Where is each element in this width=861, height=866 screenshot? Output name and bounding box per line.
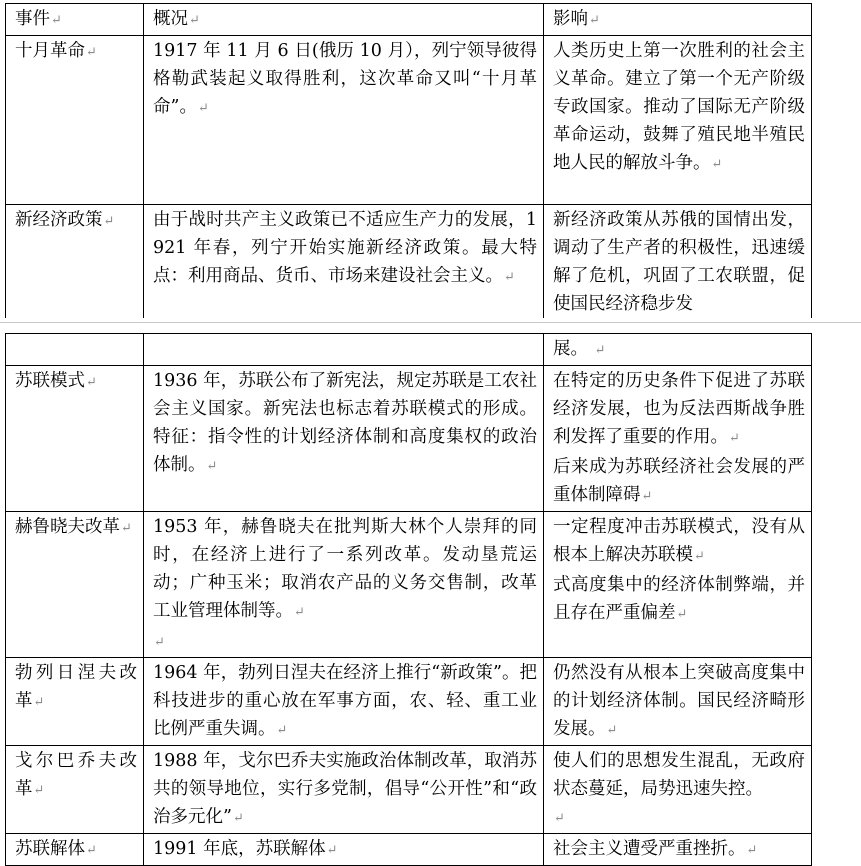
header-cell-event: 事件↵ (6, 4, 144, 36)
paragraph-mark-icon: ↵ (711, 157, 723, 172)
paragraph-mark-icon: ↵ (729, 431, 740, 446)
paragraph-mark-icon: ↵ (33, 695, 45, 710)
paragraph-mark-icon: ↵ (326, 843, 338, 858)
event-cell: 新经济政策↵ (6, 205, 144, 320)
overview-cell: 1988 年，戈尔巴乔夫实施政治体制改革，取消苏共的领导地位，实行多党制，倡导“公开性”和“政治多元化”↵ (144, 746, 544, 834)
table-row (6, 36, 812, 205)
event-cell: 十月革命↵ (6, 36, 144, 205)
table-row (6, 658, 812, 746)
impact-cell: 展。 ↵ (544, 334, 812, 366)
paragraph-mark-icon: ↵ (232, 811, 244, 826)
paragraph-mark-icon: ↵ (86, 843, 97, 858)
event-cell (6, 334, 144, 366)
paragraph-mark-icon: ↵ (154, 635, 165, 650)
history-table-part-2 (5, 333, 812, 866)
table-row (6, 746, 812, 834)
event-cell: 苏联模式↵ (6, 366, 144, 512)
paragraph-mark-icon: ↵ (206, 459, 218, 474)
paragraph-mark-icon: ↵ (294, 605, 305, 620)
overview-cell: 由于战时共产主义政策已不适应生产力的发展，1921 年春，列宁开始实施新经济政策。最大特点：利用商品、货币、市场来建设社会主义。↵ (144, 205, 544, 320)
overview-cell: 1917 年 11 月 6 日(俄历 10 月），列宁领导彼得格勒武装起义取得胜利，这次革命又叫“十月革命”。↵ (144, 36, 544, 205)
paragraph-mark-icon: ↵ (676, 607, 688, 622)
table-row (6, 205, 812, 320)
overview-cell: 1936 年，苏联公布了新宪法，规定苏联是工农社会主义国家。新宪法也标志着苏联模式的形成。特征：指令性的计划经济体制和高度集权的政治体制。↵ (144, 366, 544, 512)
overview-cell: 1953 年，赫鲁晓夫在批判斯大林个人崇拜的同时，在经济上进行了一系列改革。发动垦荒运动；广种玉米；取消农产品的义务交售制，改革工业管理体制等。↵ ↵ (144, 512, 544, 658)
paragraph-mark-icon: ↵ (33, 783, 45, 798)
event-cell: 戈尔巴乔夫改革↵ (6, 746, 144, 834)
impact-cell: 使人们的思想发生混乱，无政府状态蔓延，局势迅速失控。 ↵ (544, 746, 812, 834)
overview-cell: 1964 年，勃列日涅夫在经济上推行“新政策”。把科技进步的重心放在军事方面，农、轻、重工业比例严重失调。↵ (144, 658, 544, 746)
paragraph-mark-icon: ↵ (276, 723, 288, 738)
impact-cell: 新经济政策从苏俄的国情出发，调动了生产者的积极性，迅速缓解了危机，巩固了工农联盟，促使国民经济稳步发 (544, 205, 812, 320)
paragraph-mark-icon: ↵ (189, 13, 200, 28)
overview-cell (144, 334, 544, 366)
history-table-part-1 (5, 3, 812, 320)
paragraph-mark-icon: ↵ (51, 13, 62, 28)
table-row (6, 366, 812, 512)
event-cell: 赫鲁晓夫改革↵ (6, 512, 144, 658)
paragraph-mark-icon: ↵ (694, 549, 705, 564)
impact-cell: 在特定的历史条件下促进了苏联经济发展，也为反法西斯战争胜利发挥了重要的作用。↵ 后来成为苏联经济社会发展的严重体制障碍↵ (544, 366, 812, 512)
overview-cell: 1991 年底，苏联解体↵ (144, 834, 544, 866)
impact-cell: 人类历史上第一次胜利的社会主义革命。建立了第一个无产阶级专政国家。推动了国际无产阶级革命运动，鼓舞了殖民地半殖民地人民的解放斗争。↵ (544, 36, 812, 205)
paragraph-mark-icon: ↵ (103, 214, 115, 229)
paragraph-mark-icon: ↵ (554, 811, 565, 826)
impact-cell: 社会主义遭受严重挫折。↵ (544, 834, 812, 866)
table-row (6, 512, 812, 658)
paragraph-mark-icon: ↵ (594, 343, 606, 358)
paragraph-mark-icon: ↵ (121, 521, 132, 536)
table-header-row (6, 4, 812, 36)
paragraph-mark-icon: ↵ (86, 45, 97, 60)
impact-cell: 一定程度冲击苏联模式，没有从根本上解决苏联模↵ 式高度集中的经济体制弊端，并且存在严重偏差↵ (544, 512, 812, 658)
paragraph-mark-icon: ↵ (606, 723, 618, 738)
table-row-continued (6, 334, 812, 366)
paragraph-mark-icon: ↵ (641, 489, 653, 504)
impact-cell: 仍然没有从根本上突破高度集中的计划经济体制。国民经济畸形发展。↵ (544, 658, 812, 746)
header-cell-impact: 影响↵ (544, 4, 812, 36)
paragraph-mark-icon: ↵ (86, 375, 97, 390)
paragraph-mark-icon: ↵ (746, 843, 758, 858)
paragraph-mark-icon: ↵ (504, 270, 515, 285)
header-cell-overview: 概况↵ (144, 4, 544, 36)
paragraph-mark-icon: ↵ (197, 101, 209, 116)
page-break-gap (0, 318, 861, 331)
event-cell: 苏联解体↵ (6, 834, 144, 866)
event-cell: 勃列日涅夫改革↵ (6, 658, 144, 746)
page-break-line (0, 322, 861, 323)
paragraph-mark-icon: ↵ (589, 13, 600, 28)
